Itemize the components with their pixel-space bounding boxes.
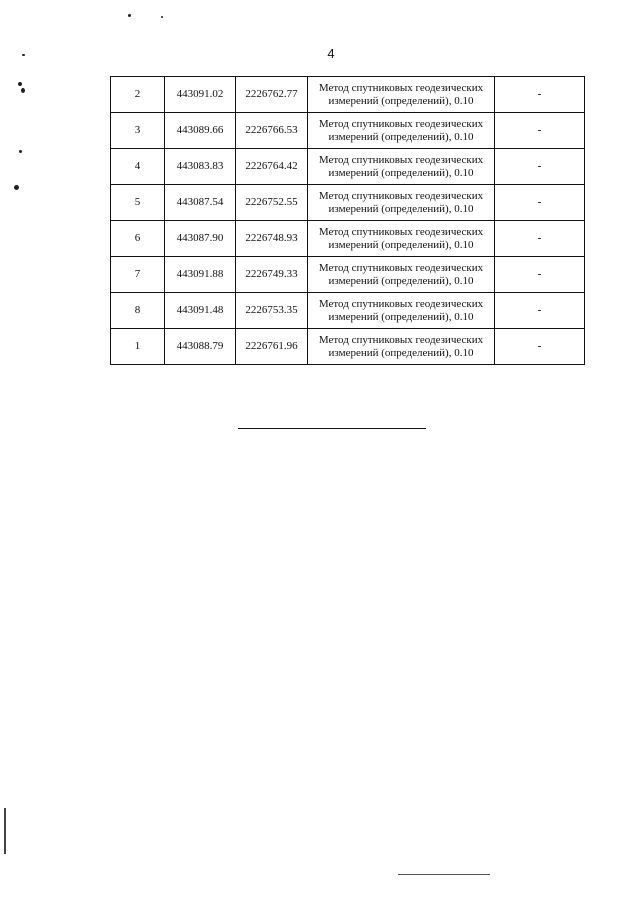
page-number: 4	[327, 46, 335, 61]
method-line-2: измерений (определений), 0.10	[328, 94, 474, 107]
scan-artifact-dot	[18, 82, 22, 86]
y-coordinate-cell: 2226762.77	[236, 77, 308, 113]
method-cell	[308, 329, 495, 365]
y-coordinate-cell: 2226748.93	[236, 221, 308, 257]
x-coordinate-cell: 443091.02	[165, 77, 236, 113]
scan-artifact-dot	[19, 150, 22, 153]
method-cell	[308, 293, 495, 329]
x-coordinate-cell: 443091.88	[165, 257, 236, 293]
x-coordinate-cell: 443088.79	[165, 329, 236, 365]
method-line-1: Метод спутниковых геодезических	[318, 297, 484, 310]
method-line-1: Метод спутниковых геодезических	[318, 117, 484, 130]
scan-artifact-dot	[14, 185, 19, 190]
coordinates-table	[110, 76, 585, 365]
point-number-cell: 5	[111, 185, 165, 221]
method-line-2: измерений (определений), 0.10	[328, 130, 474, 143]
point-number-cell: 7	[111, 257, 165, 293]
description-cell: -	[495, 329, 585, 365]
point-number-cell: 1	[111, 329, 165, 365]
method-line-2: измерений (определений), 0.10	[328, 346, 474, 359]
table-row	[111, 185, 585, 221]
description-cell: -	[495, 221, 585, 257]
table-row	[111, 77, 585, 113]
scan-artifact-dot	[21, 88, 25, 93]
x-coordinate-cell: 443089.66	[165, 113, 236, 149]
y-coordinate-cell: 2226761.96	[236, 329, 308, 365]
method-cell	[308, 149, 495, 185]
description-cell: -	[495, 293, 585, 329]
table-row	[111, 221, 585, 257]
table-body	[111, 77, 585, 365]
y-coordinate-cell: 2226749.33	[236, 257, 308, 293]
description-cell: -	[495, 113, 585, 149]
footer-rule	[398, 874, 490, 875]
method-line-2: измерений (определений), 0.10	[328, 238, 474, 251]
scan-artifact-edge	[4, 808, 6, 854]
point-number-cell: 6	[111, 221, 165, 257]
scan-artifact-dot	[22, 54, 25, 56]
description-cell: -	[495, 185, 585, 221]
point-number-cell: 3	[111, 113, 165, 149]
method-cell	[308, 185, 495, 221]
method-line-2: измерений (определений), 0.10	[328, 202, 474, 215]
method-line-1: Метод спутниковых геодезических	[318, 189, 484, 202]
description-cell: -	[495, 257, 585, 293]
y-coordinate-cell: 2226766.53	[236, 113, 308, 149]
table-row	[111, 293, 585, 329]
method-cell	[308, 113, 495, 149]
point-number-cell: 4	[111, 149, 165, 185]
table-row	[111, 149, 585, 185]
scan-artifact-dot	[161, 16, 163, 18]
x-coordinate-cell: 443083.83	[165, 149, 236, 185]
point-number-cell: 8	[111, 293, 165, 329]
method-cell	[308, 77, 495, 113]
description-cell: -	[495, 77, 585, 113]
method-line-1: Метод спутниковых геодезических	[318, 261, 484, 274]
y-coordinate-cell: 2226752.55	[236, 185, 308, 221]
x-coordinate-cell: 443087.54	[165, 185, 236, 221]
scan-artifact-dot	[128, 14, 131, 17]
method-line-1: Метод спутниковых геодезических	[318, 153, 484, 166]
method-line-1: Метод спутниковых геодезических	[318, 333, 484, 346]
table-row	[111, 257, 585, 293]
method-cell	[308, 221, 495, 257]
y-coordinate-cell: 2226753.35	[236, 293, 308, 329]
method-line-2: измерений (определений), 0.10	[328, 310, 474, 323]
method-line-1: Метод спутниковых геодезических	[318, 81, 484, 94]
point-number-cell: 2	[111, 77, 165, 113]
end-of-table-rule	[238, 428, 426, 429]
description-cell: -	[495, 149, 585, 185]
method-line-2: измерений (определений), 0.10	[328, 166, 474, 179]
table-row	[111, 113, 585, 149]
method-line-1: Метод спутниковых геодезических	[318, 225, 484, 238]
method-cell	[308, 257, 495, 293]
x-coordinate-cell: 443091.48	[165, 293, 236, 329]
method-line-2: измерений (определений), 0.10	[328, 274, 474, 287]
x-coordinate-cell: 443087.90	[165, 221, 236, 257]
y-coordinate-cell: 2226764.42	[236, 149, 308, 185]
table-row	[111, 329, 585, 365]
